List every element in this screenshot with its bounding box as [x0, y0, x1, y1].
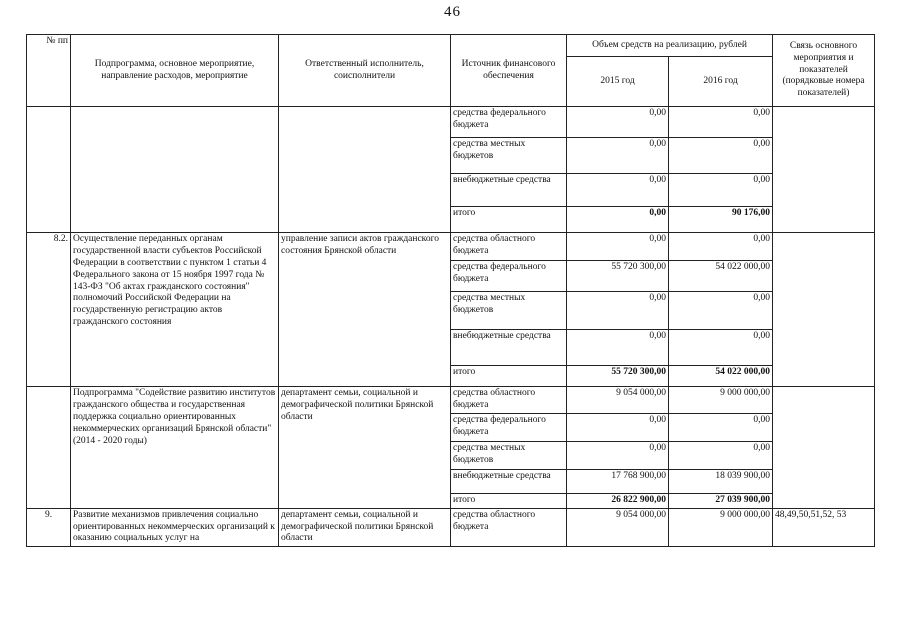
cell-2015: 17 768 900,00 — [567, 469, 669, 493]
cell-2016: 0,00 — [669, 441, 773, 469]
cell-num — [27, 387, 71, 509]
table-row — [27, 107, 875, 138]
cell-2015: 0,00 — [567, 138, 669, 174]
cell-source: итого — [451, 493, 567, 508]
cell-2015: 0,00 — [567, 441, 669, 469]
cell-link — [773, 233, 875, 387]
cell-2015: 0,00 — [567, 330, 669, 366]
cell-executor — [279, 107, 451, 233]
cell-source: средства местных бюджетов — [451, 292, 567, 330]
cell-source: внебюджетные средства — [451, 469, 567, 493]
header-subprogram: Подпрограмма, основное мероприятие, направление расходов, мероприятие — [71, 35, 279, 107]
cell-2016: 9 000 000,00 — [669, 387, 773, 414]
cell-2016: 0,00 — [669, 292, 773, 330]
cell-executor: управление записи актов гражданского состояния Брянской области — [279, 233, 451, 387]
cell-2015: 0,00 — [567, 174, 669, 207]
cell-2016: 0,00 — [669, 138, 773, 174]
cell-2015: 9 054 000,00 — [567, 387, 669, 414]
table-row — [27, 387, 875, 414]
cell-source: итого — [451, 366, 567, 387]
header-num: № пп — [27, 35, 71, 107]
table-row — [27, 233, 875, 261]
cell-2016: 0,00 — [669, 174, 773, 207]
cell-link — [773, 107, 875, 233]
cell-2016: 0,00 — [669, 413, 773, 441]
cell-source: средства областного бюджета — [451, 233, 567, 261]
table-row — [27, 508, 875, 547]
cell-executor: департамент семьи, социальной и демографической политики Брянской области — [279, 508, 451, 547]
header-row — [27, 35, 875, 57]
cell-num — [27, 107, 71, 233]
cell-2015: 0,00 — [567, 107, 669, 138]
cell-2016: 90 176,00 — [669, 207, 773, 233]
cell-source: средства областного бюджета — [451, 387, 567, 414]
cell-num: 9. — [27, 508, 71, 547]
cell-source: средства местных бюджетов — [451, 441, 567, 469]
cell-2016: 54 022 000,00 — [669, 261, 773, 292]
cell-2016: 9 000 000,00 — [669, 508, 773, 547]
cell-2015: 0,00 — [567, 413, 669, 441]
header-link: Связь основного мероприятия и показателей (порядковые номера показателей) — [773, 35, 875, 107]
cell-2015: 55 720 300,00 — [567, 261, 669, 292]
cell-desc: Осуществление переданных органам государственной власти субъектов Российской Федерации в соответствии с пунктом 1 статьи 4 Федерального закона от 15 ноября 1997 года № 143-ФЗ "Об актах гражданского состояния" полномочий Российской Федерации на государственную регистрацию актов гражданского состояния — [71, 233, 279, 387]
page-number: 46 — [444, 4, 461, 20]
cell-link: 48,49,50,51,52, 53 — [773, 508, 875, 547]
cell-desc: Развитие механизмов привлечения социально ориентированных некоммерческих организаций к оказанию социальных услуг на — [71, 508, 279, 547]
cell-2015: 55 720 300,00 — [567, 366, 669, 387]
header-executor: Ответственный исполнитель, соисполнители — [279, 35, 451, 107]
cell-2016: 54 022 000,00 — [669, 366, 773, 387]
cell-source: средства федерального бюджета — [451, 261, 567, 292]
cell-2016: 0,00 — [669, 107, 773, 138]
cell-source: средства федерального бюджета — [451, 107, 567, 138]
cell-source: внебюджетные средства — [451, 330, 567, 366]
cell-desc — [71, 107, 279, 233]
cell-2016: 18 039 900,00 — [669, 469, 773, 493]
cell-source: внебюджетные средства — [451, 174, 567, 207]
cell-source: средства областного бюджета — [451, 508, 567, 547]
cell-desc: Подпрограмма "Содействие развитию институтов гражданского общества и государственная поддержка социально ориентированных некоммерческих организаций Брянской области" (2014 - 2020 годы) — [71, 387, 279, 509]
cell-source: итого — [451, 207, 567, 233]
cell-2015: 0,00 — [567, 207, 669, 233]
cell-2016: 0,00 — [669, 330, 773, 366]
header-year-2016: 2016 год — [669, 57, 773, 107]
cell-source: средства местных бюджетов — [451, 138, 567, 174]
cell-source: средства федерального бюджета — [451, 413, 567, 441]
cell-2016: 27 039 900,00 — [669, 493, 773, 508]
header-year-2015: 2015 год — [567, 57, 669, 107]
cell-2015: 9 054 000,00 — [567, 508, 669, 547]
cell-2015: 0,00 — [567, 292, 669, 330]
cell-num: 8.2. — [27, 233, 71, 387]
header-source: Источник финансового обеспечения — [451, 35, 567, 107]
cell-2015: 26 822 900,00 — [567, 493, 669, 508]
cell-2015: 0,00 — [567, 233, 669, 261]
cell-executor: департамент семьи, социальной и демографической политики Брянской области — [279, 387, 451, 509]
header-volume: Объем средств на реализацию, рублей — [567, 35, 773, 57]
budget-table — [26, 34, 875, 547]
cell-2016: 0,00 — [669, 233, 773, 261]
cell-link — [773, 387, 875, 509]
